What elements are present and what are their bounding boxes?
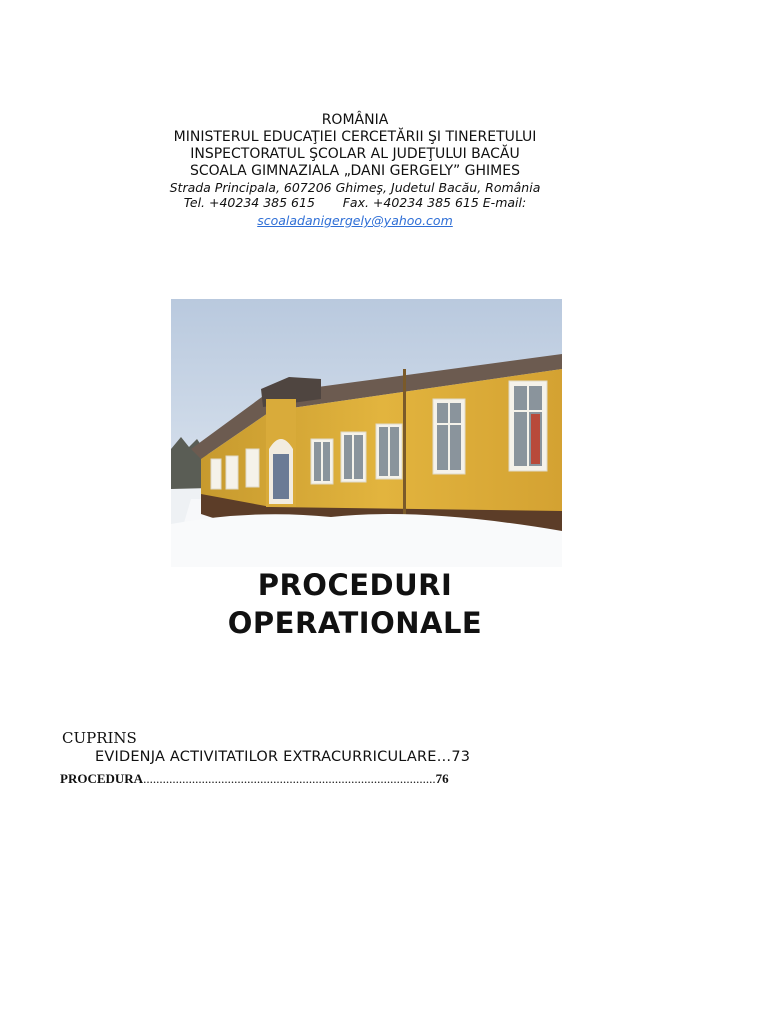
- school-address: Strada Principala, 607206 Ghimeş, Judetul Bacău, România: [169, 180, 541, 195]
- toc-heading: CUPRINS: [62, 729, 137, 747]
- toc-entry-procedura-page: 76: [435, 771, 449, 786]
- school-name: SCOALA GIMNAZIALA „DANI GERGELY” GHIMES: [189, 163, 520, 179]
- table-of-contents: [62, 729, 470, 767]
- document-header: [0, 112, 710, 229]
- country-name: ROMÂNIA: [321, 112, 389, 128]
- toc-entry-extracurricular[interactable]: EVIDENJA ACTIVITATILOR EXTRACURRICULARE…73: [95, 749, 471, 765]
- title-line-2: OPERATIONALE: [227, 606, 483, 640]
- toc-entry-procedura-label: PROCEDURA: [60, 771, 144, 786]
- document-title: [0, 566, 710, 642]
- title-line-1: PROCEDURI: [257, 568, 453, 602]
- inspectorate-name: INSPECTORATUL ŞCOLAR AL JUDEŢULUI BACĂU: [190, 146, 520, 162]
- school-building-photo: [171, 299, 562, 567]
- toc-leader-dots: ..........................................................................................: [143, 771, 436, 786]
- toc-entry-procedura[interactable]: [60, 771, 449, 787]
- school-contact: Tel. +40234 385 615 Fax. +40234 385 615 E-mail:: [183, 195, 527, 210]
- email-link[interactable]: scoaladanigergely@yahoo.com: [257, 213, 453, 228]
- ministry-name: MINISTERUL EDUCAŢIEI CERCETĂRII ŞI TINERETULUI: [173, 129, 537, 145]
